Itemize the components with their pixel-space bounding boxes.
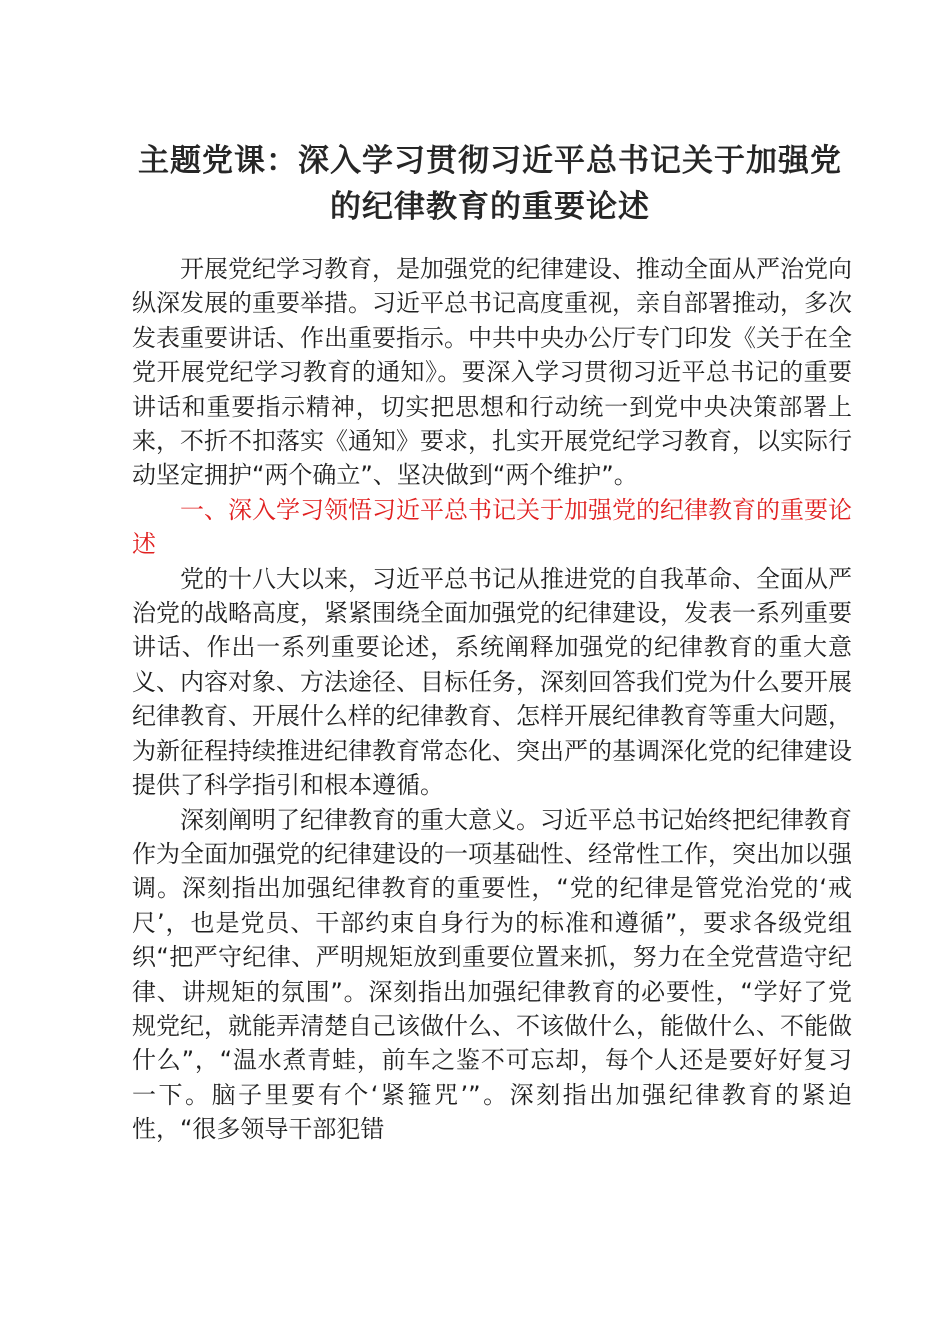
intro-paragraph: 开展党纪学习教育，是加强党的纪律建设、推动全面从严治党向纵深发展的重要举措。习近平总书记高度重视，亲自部署推动，多次发表重要讲话、作出重要指示。中共中央办公厅专门印发《关于在全党开展党纪学习教育的通知》。要深入学习贯彻习近平总书记的重要讲话和重要指示精神，切实把思想和行动统一到党中央决策部署上来，不折不扣落实《通知》要求，扎实开展党纪学习教育，以实际行动坚定拥护“两个确立”、坚决做到“两个维护”。 [132, 255, 852, 490]
body-paragraph: 深刻阐明了纪律教育的重大意义。习近平总书记始终把纪律教育作为全面加强党的纪律建设的一项基础性、经常性工作，突出加以强调。深刻指出加强纪律教育的重要性，“党的纪律是管党治党的‘戒尺’，也是党员、干部约束自身行为的标准和遵循”，要求各级党组织“把严守纪律、严明规矩放到重要位置来抓，努力在全党营造守纪律、讲规矩的氛围”。深刻指出加强纪律教育的必要性，“学好了党规党纪，就能弄清楚自己该做什么、不该做什么，能做什么、不能做什么”，“温水煮青蛙，前车之鉴不可忘却，每个人还是要好好复习一下。脑子里要有个‘紧箍咒’”。深刻指出加强纪律教育的紧迫性，“很多领导干部犯错 [132, 805, 852, 1144]
document-title: 主题党课：深入学习贯彻习近平总书记关于加强党的纪律教育的重要论述 [138, 143, 842, 225]
body-paragraph: 党的十八大以来，习近平总书记从推进党的自我革命、全面从严治党的战略高度，紧紧围绕全面加强党的纪律建设，发表一系列重要讲话、作出一系列重要论述，系统阐释加强党的纪律教育的重大意义、内容对象、方法途径、目标任务，深刻回答我们党为什么要开展纪律教育、开展什么样的纪律教育、怎样开展纪律教育等重大问题，为新征程持续推进纪律教育常态化、突出严的基调深化党的纪律建设提供了科学指引和根本遵循。 [132, 564, 852, 800]
document-body [132, 252, 852, 1147]
section-heading-1: 一、深入学习领悟习近平总书记关于加强党的纪律教育的重要论述 [132, 495, 852, 559]
